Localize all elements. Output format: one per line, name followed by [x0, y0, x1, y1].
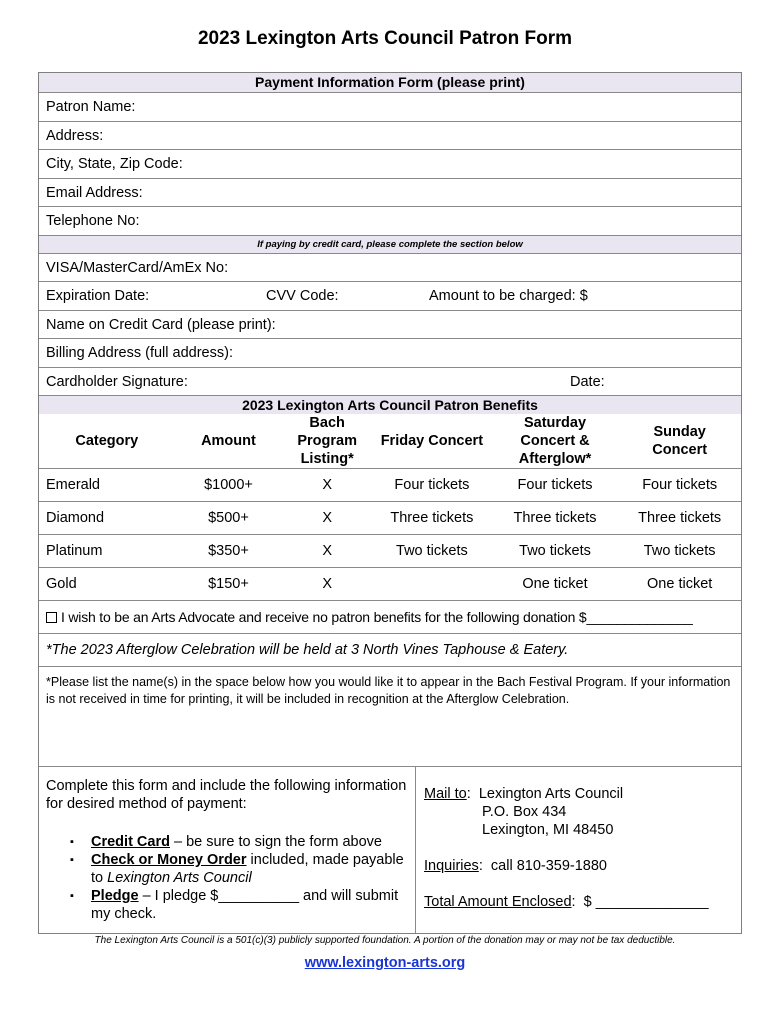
- category-cell: Emerald: [46, 477, 100, 493]
- sunday-cell: Four tickets: [642, 477, 718, 493]
- cvv-field[interactable]: [266, 282, 339, 310]
- saturday-cell: Four tickets: [517, 477, 593, 493]
- sunday-cell: Two tickets: [643, 543, 716, 559]
- amount-label: Amount to be charged: $: [429, 288, 588, 304]
- amount-cell: $150+: [208, 576, 249, 592]
- benefits-header-row: [39, 414, 741, 469]
- billing-address-field[interactable]: [39, 339, 741, 368]
- instructions-intro: Complete this form and include the following information for desired method of payment:: [46, 778, 407, 812]
- listing-note: *Please list the name(s) in the space below how you would like it to appear in the Bach Festival Program. If your information is not received in time for printing, it will be included in recognition at the Afterglow Celebration.: [46, 675, 731, 706]
- table-row: [39, 469, 741, 502]
- credit-card-note: If paying by credit card, please complete the section below: [39, 236, 741, 254]
- signature-field[interactable]: [46, 374, 188, 390]
- advocate-text: I wish to be an Arts Advocate and receive no patron benefits for the following donation $______________: [61, 609, 693, 625]
- friday-cell: [372, 568, 492, 600]
- address-label: Address:: [46, 127, 104, 144]
- saturday-cell: Three tickets: [513, 510, 597, 526]
- date-label: Date:: [570, 373, 605, 390]
- card-number-label: VISA/MasterCard/AmEx No:: [46, 259, 229, 276]
- bullet-icon: ▪: [70, 890, 74, 902]
- category-cell: Platinum: [46, 543, 103, 559]
- table-row: [39, 502, 741, 535]
- afterglow-note: *The 2023 Afterglow Celebration will be held at 3 North Vines Taphouse & Eatery.: [39, 634, 741, 667]
- saturday-cell: Two tickets: [519, 543, 591, 559]
- benefits-title: 2023 Lexington Arts Council Patron Benefits: [39, 396, 741, 414]
- bullet-icon: ▪: [70, 836, 74, 848]
- payment-instructions-section: [39, 767, 741, 933]
- bach-cell: X: [322, 543, 333, 559]
- list-item: ▪ Check or Money Order included, made payable to Lexington Arts Council: [70, 852, 404, 886]
- category-cell: Diamond: [46, 510, 105, 526]
- friday-cell: Four tickets: [394, 477, 470, 493]
- table-row: [39, 568, 741, 601]
- billing-address-label: Billing Address (full address):: [46, 345, 233, 361]
- phone-label: Telephone No:: [46, 213, 140, 229]
- card-number-field[interactable]: [39, 254, 741, 283]
- website-link[interactable]: www.lexington-arts.org: [304, 955, 466, 971]
- mail-to-line: Mail to: Lexington Arts Council: [424, 786, 624, 802]
- expiration-label: Expiration Date:: [46, 288, 150, 304]
- email-field[interactable]: [39, 179, 741, 208]
- date-field[interactable]: [570, 368, 605, 396]
- list-item: ▪ Pledge – I pledge $__________ and will submit my check.: [70, 888, 399, 922]
- program-listing-area[interactable]: [39, 667, 741, 767]
- table-row: [39, 535, 741, 568]
- mail-line3: Lexington, MI 48450: [482, 822, 614, 838]
- friday-cell: Three tickets: [390, 510, 474, 526]
- bach-cell: X: [322, 576, 333, 592]
- amount-cell: $350+: [208, 543, 249, 559]
- telephone-field[interactable]: [39, 207, 741, 236]
- category-cell: Gold: [46, 576, 77, 592]
- arts-advocate-row: [39, 601, 741, 634]
- mailing-info: [416, 767, 741, 933]
- expiration-field[interactable]: [46, 288, 149, 304]
- sunday-cell: Three tickets: [638, 510, 722, 526]
- amount-header: Amount: [201, 433, 256, 449]
- city-state-zip-field[interactable]: [39, 150, 741, 179]
- patron-name-field[interactable]: [39, 93, 741, 122]
- signature-date-row: [39, 368, 741, 397]
- mail-line2: P.O. Box 434: [482, 804, 567, 820]
- form-title: 2023 Lexington Arts Council Patron Form: [197, 28, 573, 49]
- bach-cell: X: [322, 510, 333, 526]
- advocate-checkbox[interactable]: [46, 612, 57, 623]
- saturday-cell: One ticket: [522, 576, 588, 592]
- amount-cell: $500+: [208, 510, 249, 526]
- friday-header: Friday Concert: [380, 433, 484, 449]
- sunday-cell: One ticket: [647, 576, 713, 592]
- total-enclosed-field[interactable]: Total Amount Enclosed: $ ______________: [424, 894, 709, 910]
- patron-form: [38, 72, 742, 934]
- bach-listing-header: Bach Program Listing*: [297, 415, 357, 467]
- friday-cell: Two tickets: [396, 543, 468, 559]
- payment-instructions: [39, 767, 416, 933]
- signature-label: Cardholder Signature:: [46, 373, 188, 390]
- city-label: City, State, Zip Code:: [46, 156, 183, 172]
- patron-name-label: Patron Name:: [46, 99, 136, 115]
- amount-field[interactable]: [429, 282, 588, 310]
- expiration-cvv-amount-row: [39, 282, 741, 311]
- payment-section-heading: Payment Information Form (please print): [39, 73, 741, 93]
- bullet-icon: ▪: [70, 854, 74, 866]
- address-field[interactable]: [39, 122, 741, 151]
- cvv-label: CVV Code:: [266, 288, 339, 304]
- name-on-card-label: Name on Credit Card (please print):: [46, 316, 276, 333]
- inquiries-line: Inquiries: call 810-359-1880: [424, 858, 607, 874]
- saturday-header: Saturday Concert & Afterglow*: [518, 415, 592, 467]
- payment-method-list: [46, 833, 408, 923]
- name-on-card-field[interactable]: [39, 311, 741, 340]
- email-label: Email Address:: [46, 184, 143, 201]
- tax-footnote: The Lexington Arts Council is a 501(c)(3) publicly supported foundation. A portion of the donation may or may not be tax deductible.: [94, 935, 676, 946]
- category-header: Category: [75, 433, 139, 449]
- amount-cell: $1000+: [204, 477, 253, 493]
- bach-cell: X: [322, 477, 333, 493]
- list-item: ▪ Credit Card – be sure to sign the form above: [70, 834, 382, 850]
- sunday-header: Sunday Concert: [652, 424, 708, 458]
